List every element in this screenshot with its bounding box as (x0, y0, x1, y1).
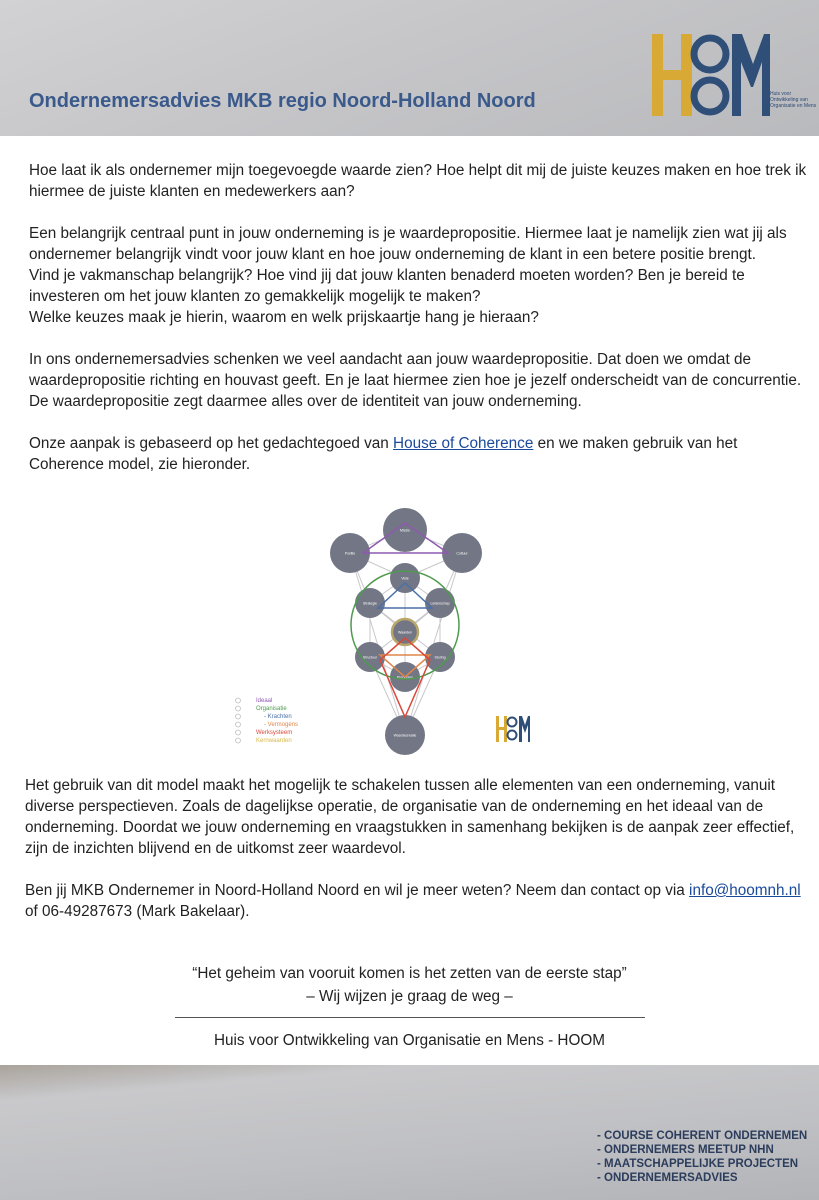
legend-label: Ideaal (256, 698, 273, 704)
house-of-coherence-link[interactable]: House of Coherence (393, 435, 534, 452)
legend-label: Werksysteem (256, 730, 293, 736)
node-label: Positie (344, 551, 356, 556)
hoom-logo-small (496, 716, 530, 742)
legend-symbol-icon (236, 706, 241, 711)
node-label: Waarden (397, 630, 413, 635)
paragraph: Het gebruik van dit model maakt het mogelijk te schakelen tussen alle elementen van een onderneming, vanuit diverse perspectieven. Zoals de dagelijkse operatie, de organisatie van de onderneming en het ideaal van de onderneming. Doordat we jouw onderneming en vraagstukken in samenhang bekijken is de aanpak zeer effectief, zijn de inzichten blijvend en de uitkomst zeer waardevol. (25, 777, 795, 857)
legend-symbol-icon (236, 722, 241, 727)
paragraph: Welke keuzes maak je hierin, waarom en welk prijskaartje hang je hieraan? (29, 309, 539, 326)
logo-subtitle: Huis voor Ontwikkeling van Organisatie en Mens (770, 91, 817, 109)
service-item: - COURSE COHERENT ONDERNEMEN (597, 1130, 808, 1142)
node-label: Sturing (434, 655, 446, 660)
node-label: Leiderschap (430, 601, 450, 606)
legend-symbol-icon (236, 714, 241, 719)
header-banner (0, 0, 819, 136)
legend-symbol-icon (236, 730, 241, 735)
node-label: Missie (400, 528, 410, 533)
quote: “Het geheim van vooruit komen is het zetten van de eerste stap” (192, 965, 627, 982)
legend-label: Organisatie (256, 706, 287, 712)
node-label: Waardecreatie (393, 733, 417, 738)
paragraph: In ons ondernemersadvies schenken we veel aandacht aan jouw waardepropositie. Dat doen we omdat de waardepropositie richting en houvast geeft. En je laat hiermee zien hoe je jezelf onderscheidt van de concurrentie. De waardepropositie zegt daarmee alles over de identiteit van jouw onderneming. (29, 351, 802, 410)
page-title: Ondernemersadvies MKB regio Noord-Holland Noord (29, 90, 536, 112)
legend-label: Kernwaarden (256, 738, 292, 744)
intro-text (29, 160, 809, 496)
text: of 06-49287673 (Mark Bakelaar). (25, 903, 250, 920)
node-label: Processen (396, 675, 414, 680)
hoom-logo (652, 32, 772, 118)
paragraph: Een belangrijk centraal punt in jouw onderneming is je waardepropositie. Hiermee laat je namelijk zien wat jij als ondernemer belangrijk vindt voor jouw klant en hoe jouw onderneming de klant in een betere positie brengt. (29, 225, 787, 263)
service-item: - ONDERNEMERSADVIES (597, 1172, 738, 1184)
text: Onze aanpak is gebaseerd op het gedachtegoed van (29, 435, 394, 452)
footer-banner (0, 1065, 819, 1200)
legend-symbol-icon (236, 698, 241, 703)
paragraph-coherence (29, 433, 809, 475)
divider (175, 1017, 645, 1018)
coherence-model-diagram (220, 505, 560, 755)
node-label: Strategie (362, 601, 378, 606)
email-link[interactable]: info@hoomnh.nl (689, 882, 801, 899)
text: Ben jij MKB Ondernemer in Noord-Holland Noord en wil je meer weten? Neem dan contact op via (25, 882, 690, 899)
paragraph: Hoe laat ik als ondernemer mijn toegevoegde waarde zien? Hoe helpt dit mij de juiste keuzes maken en hoe trek ik hiermee de juiste klanten en medewerkers aan? (29, 162, 807, 200)
node-label: Structuur (362, 655, 378, 660)
legend-label: - Krachten (264, 714, 292, 720)
lower-text (25, 775, 810, 943)
paragraph: Vind je vakmanschap belangrijk? Hoe vind jij dat jouw klanten benaderd moeten worden? Ben je bereid te investeren om het jouw klanten zo gemakkelijk mogelijk te maken? (29, 267, 745, 305)
service-item: - ONDERNEMERS MEETUP NHN (597, 1144, 774, 1156)
service-item: - MAATSCHAPPELIJKE PROJECTEN (597, 1158, 799, 1170)
node-label: Cultuur (456, 551, 468, 556)
services-list (597, 1129, 807, 1185)
organisation-name: Huis voor Ontwikkeling van Organisatie en Mens - HOOM (213, 1032, 606, 1049)
legend-label: - Vermogens (264, 722, 299, 728)
paragraph-contact (25, 880, 810, 922)
quote-subline: – Wij wijzen je graag de weg – (306, 988, 513, 1005)
node-label: Visie (401, 576, 409, 581)
text: en we maken gebruik van het Coherence model, zie hieronder. (29, 435, 738, 473)
legend-symbol-icon (236, 738, 241, 743)
